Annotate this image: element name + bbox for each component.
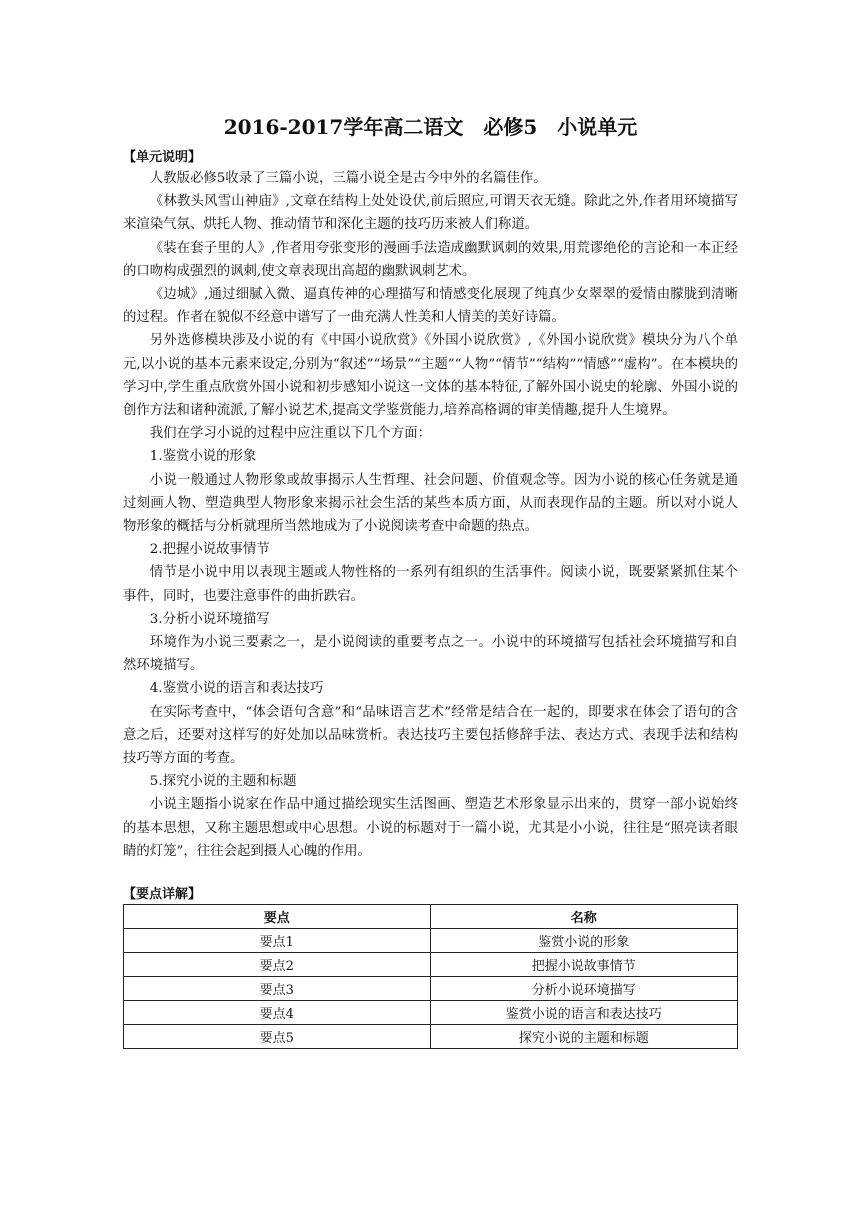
point-subheading: 3.分析小说环境描写 [149, 611, 270, 627]
intro-paragraph: 人教版必修5收录了三篇小说，三篇小说全是古今中外的名篇佳作。 [149, 171, 547, 186]
point-subheading: 5.探究小说的主题和标题 [149, 774, 297, 790]
table-cell-name: 分析小说环境描写 [430, 977, 738, 1001]
intro-paragraph: 环境作为小说三要素之一，是小说阅读的重要考点之一。小说中的环境描写包括社会环境描写和自然环境描写。 [123, 635, 738, 674]
section-spacer [123, 863, 738, 885]
intro-paragraph: 情节是小说中用以表现主题或人物性格的一系列有组织的生活事件。阅读小说，既要紧紧抓住某个事件，同时，也要注意事件的曲折跌宕。 [123, 565, 738, 604]
table-row [124, 977, 738, 1001]
table-row [124, 953, 738, 977]
intro-paragraph: 《边城》,通过细腻入微、逼真传神的心理描写和情感变化展现了纯真少女翠翠的爱情由朦胧到清晰的过程。作者在貌似不经意中谱写了一曲充满人性美和人情美的美好诗篇。 [123, 287, 738, 326]
point-subheading: 4.鉴赏小说的语言和表达技巧 [149, 681, 324, 697]
table-header-row [124, 905, 738, 929]
document-page [123, 112, 738, 1049]
table-cell-name: 鉴赏小说的语言和表达技巧 [430, 1001, 738, 1025]
table-cell-point: 要点1 [124, 929, 431, 953]
point-subheading: 2.把握小说故事情节 [149, 542, 270, 558]
column-header-point: 要点 [124, 905, 431, 929]
table-cell-name: 把握小说故事情节 [430, 953, 738, 977]
table-cell-name: 鉴赏小说的形象 [430, 929, 738, 953]
table-cell-name: 探究小说的主题和标题 [430, 1025, 738, 1049]
table-row [124, 1001, 738, 1025]
intro-paragraph: 在实际考查中，“体会语句含意”和“品味语言艺术”经常是结合在一起的，即要求在体会了语句的含意之后，还要对这样写的好处加以品味赏析。表达技巧主要包括修辞手法、表达方式、表现手法和结构技巧等方面的考查。 [123, 704, 738, 767]
key-points-heading: 【要点详解】 [123, 887, 202, 903]
table-cell-point: 要点3 [124, 977, 431, 1001]
intro-paragraph: 我们在学习小说的过程中应注重以下几个方面： [149, 426, 431, 442]
intro-paragraph: 另外选修模块涉及小说的有《中国小说欣赏》《外国小说欣赏》,《外国小说欣赏》模块分为八个单元,以小说的基本元素来设定,分别为“叙述”“场景”“主题”“人物”“情节”“结构”“情感”“虚构”。在本模块的学习中,学生重点欣赏外国小说和初步感知小说这一文体的基本特征,了解外国小说史的轮廓、外国小说的创作方法和诸种流派,了解小说艺术,提高文学鉴赏能力,培养高格调的审美情趣,提升人生境界。 [123, 333, 738, 419]
table-cell-point: 要点2 [124, 953, 431, 977]
point-subheading: 1.鉴赏小说的形象 [149, 449, 257, 465]
intro-paragraph: 小说一般通过人物形象或故事揭示人生哲理、社会问题、价值观念等。因为小说的核心任务就是通过刻画人物、塑造典型人物形象来揭示社会生活的某些本质方面，从而表现作品的主题。所以对小说人物形象的概括与分析就理所当然地成为了小说阅读考查中命题的热点。 [123, 472, 738, 535]
unit-intro-heading: 【单元说明】 [123, 150, 202, 165]
table-row [124, 1025, 738, 1049]
intro-paragraph: 《林教头风雪山神庙》,文章在结构上处处设伏,前后照应,可谓天衣无缝。除此之外,作者用环境描写来渲染气氛、烘托人物、推动情节和深化主题的技巧历来被人们称道。 [123, 194, 738, 233]
table-row [124, 929, 738, 953]
column-header-name: 名称 [430, 905, 738, 929]
intro-paragraph: 《装在套子里的人》,作者用夸张变形的漫画手法造成幽默讽刺的效果,用荒谬绝伦的言论和一本正经的口吻构成强烈的讽刺,使文章表现出高超的幽默讽刺艺术。 [123, 240, 738, 279]
document-title: 2016-2017学年高二语文 必修5 小说单元 [223, 115, 638, 139]
table-cell-point: 要点5 [124, 1025, 431, 1049]
key-points-table [123, 904, 738, 1049]
intro-paragraph: 小说主题指小说家在作品中通过描绘现实生活图画、塑造艺术形象显示出来的，贯穿一部小说始终的基本思想，又称主题思想或中心思想。小说的标题对于一篇小说，尤其是小小说，往往是“照亮读者眼睛的灯笼”，往往会起到摄人心魄的作用。 [123, 797, 738, 859]
table-cell-point: 要点4 [124, 1001, 431, 1025]
